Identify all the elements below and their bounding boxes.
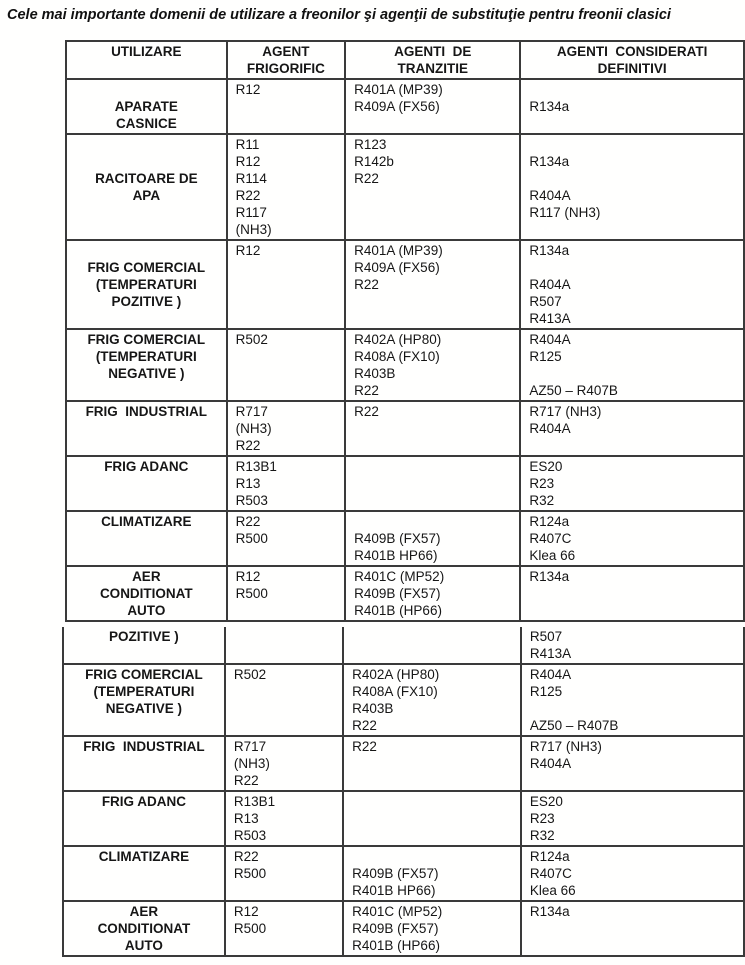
header-agent-frigorific <box>227 41 346 79</box>
text-line: CONDITIONAT <box>99 586 193 601</box>
text-line: R404A <box>529 188 571 203</box>
cell-agenti-definitivi <box>521 627 744 664</box>
text-line: DEFINITIVI <box>597 61 667 76</box>
cell-agenti-definitivi <box>521 664 744 736</box>
cell-agent-frigorific <box>225 846 343 901</box>
header-row <box>66 41 744 79</box>
freon-table-main <box>65 40 745 622</box>
text-line: R401B HP66) <box>354 548 438 563</box>
cell-agenti-tranzitie <box>345 456 520 511</box>
text-line: ES20 <box>529 794 563 809</box>
text-line: FRIG ADANC <box>104 459 189 474</box>
text-line: UTILIZARE <box>111 44 182 59</box>
text-line: CLIMATIZARE <box>101 514 192 529</box>
text-line: R403B <box>352 701 394 716</box>
text-line: R134a <box>529 904 570 919</box>
text-line: AZ50 – R407B <box>529 718 619 733</box>
text-line: R114 <box>235 171 267 186</box>
text-line: R22 <box>233 773 259 788</box>
cell-agenti-definitivi <box>521 846 744 901</box>
cell-agent-frigorific <box>227 511 346 566</box>
text-line: AER <box>132 569 161 584</box>
text-line: R717 (NH3) <box>529 739 602 754</box>
text-line: R500 <box>233 866 267 881</box>
text-line: R12 <box>233 904 259 919</box>
text-line: R402A (HP80) <box>354 332 442 347</box>
cell-agent-frigorific <box>227 456 346 511</box>
cell-agenti-tranzitie <box>345 401 520 456</box>
text-line: R22 <box>354 404 379 419</box>
text-line: R502 <box>233 667 267 682</box>
table-row <box>66 401 744 456</box>
text-line: R123 <box>354 137 387 152</box>
text-line: R124a <box>529 849 570 864</box>
table-row <box>63 791 744 846</box>
text-line: R22 <box>235 438 261 453</box>
text-line: R503 <box>235 493 268 508</box>
cell-agent-frigorific <box>225 901 343 956</box>
text-line: CASNICE <box>115 116 177 131</box>
text-line: Klea 66 <box>529 883 576 898</box>
cell-agenti-definitivi <box>520 134 744 240</box>
text-line: R404A <box>529 756 572 771</box>
text-line: R22 <box>235 188 261 203</box>
cell-agent-frigorific <box>225 664 343 736</box>
text-line: R404A <box>529 277 571 292</box>
text-line: R13B1 <box>235 459 277 474</box>
text-line: R23 <box>529 811 555 826</box>
cell-agenti-definitivi <box>520 240 744 329</box>
text-line: R717 <box>233 739 267 754</box>
text-line: FRIG COMERCIAL <box>85 667 203 682</box>
text-line: (NH3) <box>235 222 272 237</box>
text-line: R12 <box>235 82 261 97</box>
text-line: R11 <box>235 137 260 152</box>
text-line: R717 (NH3) <box>529 404 602 419</box>
text-line: R13B1 <box>233 794 276 809</box>
cell-agent-frigorific <box>227 401 346 456</box>
text-line <box>529 365 743 382</box>
text-line: R32 <box>529 493 555 508</box>
cell-agenti-definitivi <box>521 791 744 846</box>
cell-utilizare <box>63 901 225 956</box>
cell-agent-frigorific <box>227 240 346 329</box>
cell-agenti-tranzitie <box>345 511 520 566</box>
text-line: AGENTI DE <box>394 44 472 59</box>
cell-agenti-tranzitie <box>343 901 521 956</box>
text-line: FRIG ADANC <box>101 794 187 809</box>
text-line: FRIG COMERCIAL <box>87 260 206 275</box>
text-line: Klea 66 <box>529 548 576 563</box>
text-line: R409B (FX57) <box>354 531 441 546</box>
freon-usage-table-region <box>0 40 745 957</box>
text-line: FRIGORIFIC <box>246 61 325 76</box>
cell-agent-frigorific <box>225 736 343 791</box>
table-row <box>66 329 744 401</box>
text-line <box>530 700 743 717</box>
cell-agenti-tranzitie <box>345 79 520 134</box>
text-line: R134a <box>529 154 570 169</box>
text-line: POZITIVE ) <box>109 629 179 644</box>
text-line: R22 <box>233 849 259 864</box>
text-line: R717 <box>235 404 268 419</box>
text-line: R408A (FX10) <box>352 684 438 699</box>
text-line: R401B HP66) <box>352 883 436 898</box>
cell-utilizare <box>63 664 225 736</box>
text-line: FRIG INDUSTRIAL <box>83 739 205 754</box>
text-line: (NH3) <box>233 756 270 771</box>
table-row <box>66 511 744 566</box>
cell-agenti-definitivi <box>520 329 744 401</box>
text-line <box>67 242 226 259</box>
text-line: AER <box>129 904 159 919</box>
text-line: R401A (MP39) <box>354 82 443 97</box>
text-line: R22 <box>354 277 379 292</box>
text-line: CLIMATIZARE <box>98 849 190 864</box>
text-line <box>529 259 743 276</box>
text-line: APARATE <box>114 99 178 114</box>
text-line: R12 <box>235 243 261 258</box>
cell-agent-frigorific <box>225 791 343 846</box>
text-line: R12 <box>235 154 261 169</box>
text-line: R413A <box>529 311 571 326</box>
text-line: R503 <box>233 828 267 843</box>
cell-agent-frigorific <box>227 329 346 401</box>
cell-agenti-definitivi <box>520 566 744 621</box>
cell-utilizare <box>63 736 225 791</box>
text-line: R500 <box>235 531 268 546</box>
text-line: R125 <box>529 684 563 699</box>
text-line: RACITOARE DE <box>95 171 198 186</box>
text-line: R125 <box>529 349 562 364</box>
text-line: R409B (FX57) <box>352 921 439 936</box>
text-line: R404A <box>529 332 571 347</box>
text-line: R502 <box>235 332 268 347</box>
cell-utilizare <box>66 134 227 240</box>
text-line <box>352 848 520 865</box>
text-line: R13 <box>233 811 259 826</box>
cell-utilizare <box>63 627 225 664</box>
text-line: R409A (FX56) <box>354 260 440 275</box>
text-line: R22 <box>354 171 379 186</box>
text-line: (NH3) <box>235 421 272 436</box>
text-line: AUTO <box>127 603 166 618</box>
text-line: R142b <box>354 154 394 169</box>
cell-utilizare <box>66 79 227 134</box>
table-row <box>66 79 744 134</box>
text-line: AGENT <box>262 44 310 59</box>
text-line: R23 <box>529 476 555 491</box>
text-line: R409B (FX57) <box>354 586 441 601</box>
text-line: R22 <box>235 514 261 529</box>
text-line: (TEMPERATURI <box>95 277 197 292</box>
text-line: R500 <box>233 921 267 936</box>
text-line: CONDITIONAT <box>97 921 191 936</box>
cell-utilizare <box>63 791 225 846</box>
cell-agenti-definitivi <box>520 401 744 456</box>
text-line: R401C (MP52) <box>352 904 443 919</box>
cell-agent-frigorific <box>225 627 343 664</box>
text-line: R407C <box>529 866 572 881</box>
cell-agent-frigorific <box>227 566 346 621</box>
text-line: R401B (HP66) <box>352 938 440 953</box>
cell-agenti-definitivi <box>521 901 744 956</box>
text-line: R134a <box>529 569 570 584</box>
text-line: APA <box>132 188 161 203</box>
text-line <box>67 81 226 98</box>
text-line: NEGATIVE ) <box>108 366 185 381</box>
text-line <box>529 81 743 98</box>
text-line: R401B (HP66) <box>354 603 442 618</box>
text-line: R404A <box>529 667 572 682</box>
text-line: ES20 <box>529 459 563 474</box>
text-line: R134a <box>529 99 570 114</box>
cell-agenti-tranzitie <box>345 240 520 329</box>
cell-utilizare <box>66 566 227 621</box>
table-row <box>63 664 744 736</box>
cell-agent-frigorific <box>227 79 346 134</box>
text-line: R13 <box>235 476 261 491</box>
text-line: R134a <box>529 243 570 258</box>
cell-agenti-definitivi <box>520 511 744 566</box>
text-line: (TEMPERATURI <box>93 684 195 699</box>
text-line: AZ50 – R407B <box>529 383 618 398</box>
text-line: R32 <box>529 828 555 843</box>
text-line: R22 <box>352 739 377 754</box>
text-line: R117 (NH3) <box>529 205 601 220</box>
text-line: R409B (FX57) <box>352 866 439 881</box>
header-agenti-definitivi <box>520 41 744 79</box>
page-title: Cele mai importante domenii de utilizare a freonilor şi agenţii de substituţie pentru freonii clasici <box>7 7 671 23</box>
header-utilizare <box>66 41 227 79</box>
cell-utilizare <box>66 511 227 566</box>
table-row <box>63 901 744 956</box>
text-line: R507 <box>529 629 563 644</box>
cell-utilizare <box>66 401 227 456</box>
text-line <box>529 170 743 187</box>
text-line <box>67 136 226 153</box>
text-line: R500 <box>235 586 268 601</box>
text-line: AUTO <box>124 938 163 953</box>
text-line: R507 <box>529 294 562 309</box>
text-line: R401C (MP52) <box>354 569 445 584</box>
text-line: AGENTI CONSIDERATI <box>556 44 708 59</box>
text-line: R408A (FX10) <box>354 349 440 364</box>
text-line: R22 <box>354 383 379 398</box>
text-line: R402A (HP80) <box>352 667 440 682</box>
cell-agenti-tranzitie <box>345 566 520 621</box>
table-row <box>66 456 744 511</box>
text-line: (TEMPERATURI <box>95 349 197 364</box>
cell-agenti-tranzitie <box>343 791 521 846</box>
cell-agenti-definitivi <box>520 79 744 134</box>
text-line: TRANZITIE <box>397 61 469 76</box>
text-line: NEGATIVE ) <box>105 701 183 716</box>
cell-agenti-tranzitie <box>345 134 520 240</box>
cell-agenti-definitivi <box>521 736 744 791</box>
table-row <box>66 566 744 621</box>
text-line: R404A <box>529 421 571 436</box>
table-row <box>63 846 744 901</box>
text-line <box>529 136 743 153</box>
cell-agenti-tranzitie <box>343 627 521 664</box>
freon-table-continuation <box>62 627 745 957</box>
cell-agenti-definitivi <box>520 456 744 511</box>
cell-agent-frigorific <box>227 134 346 240</box>
cell-agenti-tranzitie <box>343 664 521 736</box>
table-row <box>63 736 744 791</box>
table-row <box>66 134 744 240</box>
cell-utilizare <box>63 846 225 901</box>
cell-utilizare <box>66 240 227 329</box>
cell-utilizare <box>66 329 227 401</box>
text-line: R124a <box>529 514 570 529</box>
text-line: POZITIVE ) <box>111 294 182 309</box>
cell-agenti-tranzitie <box>343 846 521 901</box>
text-line <box>67 153 226 170</box>
text-line: R409A (FX56) <box>354 99 440 114</box>
cell-agenti-tranzitie <box>343 736 521 791</box>
text-line: R22 <box>352 718 377 733</box>
header-agenti-tranzitie <box>345 41 520 79</box>
text-line: R413A <box>529 646 572 661</box>
text-line: FRIG INDUSTRIAL <box>85 404 208 419</box>
text-line: R407C <box>529 531 572 546</box>
text-line: FRIG COMERCIAL <box>87 332 206 347</box>
text-line <box>354 513 519 530</box>
table-row <box>63 627 744 664</box>
table-row <box>66 240 744 329</box>
cell-agenti-tranzitie <box>345 329 520 401</box>
cell-utilizare <box>66 456 227 511</box>
text-line: R117 <box>235 205 267 220</box>
text-line: R401A (MP39) <box>354 243 443 258</box>
text-line: R403B <box>354 366 396 381</box>
text-line: R12 <box>235 569 261 584</box>
